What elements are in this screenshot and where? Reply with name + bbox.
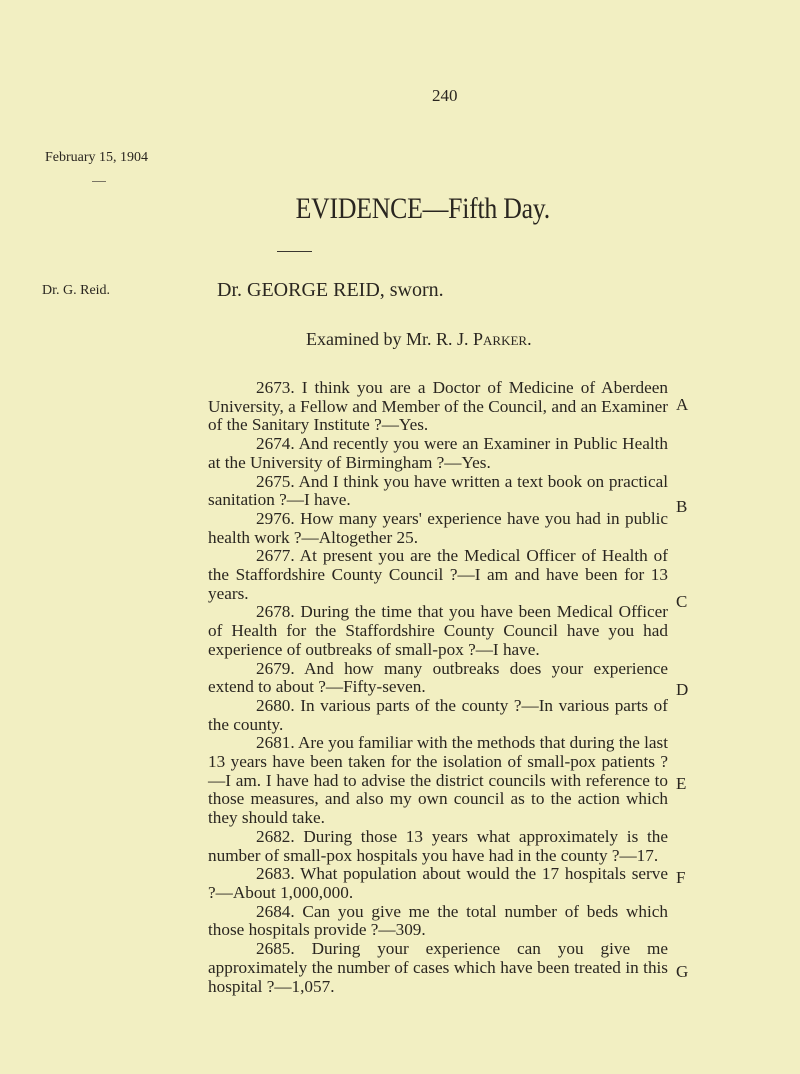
testimony-body <box>208 379 668 996</box>
question-2683: 2683. What population about would the 17 hospitals serve ?—About 1,000,000. <box>208 864 668 902</box>
question-2684: 2684. Can you give me the total number of beds which those hospitals provide ?—309. <box>208 901 668 940</box>
page-number: 240 <box>432 86 458 105</box>
margin-letter-c: C <box>676 592 688 611</box>
date-heading: February 15, 1904 <box>45 150 149 165</box>
date-rule <box>92 181 106 182</box>
question-2678: 2678. During the time that you have been Medical Officer of Health for the Staffordshire County Council have you had experience of outbreaks of small-pox ?—I have. <box>208 602 668 659</box>
margin-letter-a: A <box>676 395 689 414</box>
margin-letter-g: G <box>676 962 689 981</box>
margin-letter-e: E <box>676 774 687 793</box>
examined-by <box>306 329 532 350</box>
question-2674: 2674. And recently you were an Examiner in Public Health at the University of Birmingham ?—Yes. <box>208 434 668 472</box>
margin-letter-d: D <box>676 680 689 699</box>
question-2681: 2681. Are you familiar with the methods that during the last 13 years have been taken for the isolation of small-pox patients ?—I am. I have had to advise the district councils with reference to those measures, and also my own council as to the action which they should take. <box>208 733 668 828</box>
witness-heading: Dr. GEORGE REID, sworn. <box>217 279 444 301</box>
margin-letter-b: B <box>676 497 688 516</box>
question-2679: 2679. And how many outbreaks does your experience extend to about ?—Fifty-seven. <box>208 658 668 697</box>
examiner-name: Parker. <box>473 329 532 349</box>
question-2677: 2677. At present you are the Medical Officer of Health of the Staffordshire County Council ?—I am and have been for 13 years. <box>208 546 668 603</box>
margin-letter-f: F <box>676 868 686 887</box>
question-2675: 2675. And I think you have written a text book on practical sanitation ?—I have. <box>208 471 668 510</box>
question-2976: 2976. How many years' experience have you had in public health work ?—Altogether 25. <box>208 508 668 547</box>
margin-witness-note: Dr. G. Reid. <box>42 283 111 298</box>
examined-prefix: Examined by Mr. R. J. <box>306 329 473 349</box>
question-2680: 2680. In various parts of the county ?—In various parts of the county. <box>208 695 668 734</box>
question-2685: 2685. During your experience can you give me approximately the number of cases which have been treated in this hospital ?—1,057. <box>208 939 668 996</box>
title-rule <box>277 251 312 252</box>
question-2682: 2682. During those 13 years what approximately is the number of small-pox hospitals you have had in the county ?—17. <box>208 826 668 865</box>
page-title: EVIDENCE—Fifth Day. <box>295 192 550 225</box>
question-2673: 2673. I think you are a Doctor of Medicine of Aberdeen University, a Fellow and Member of the Council, and an Examiner of the Sanitary Institute ?—Yes. <box>208 378 668 435</box>
